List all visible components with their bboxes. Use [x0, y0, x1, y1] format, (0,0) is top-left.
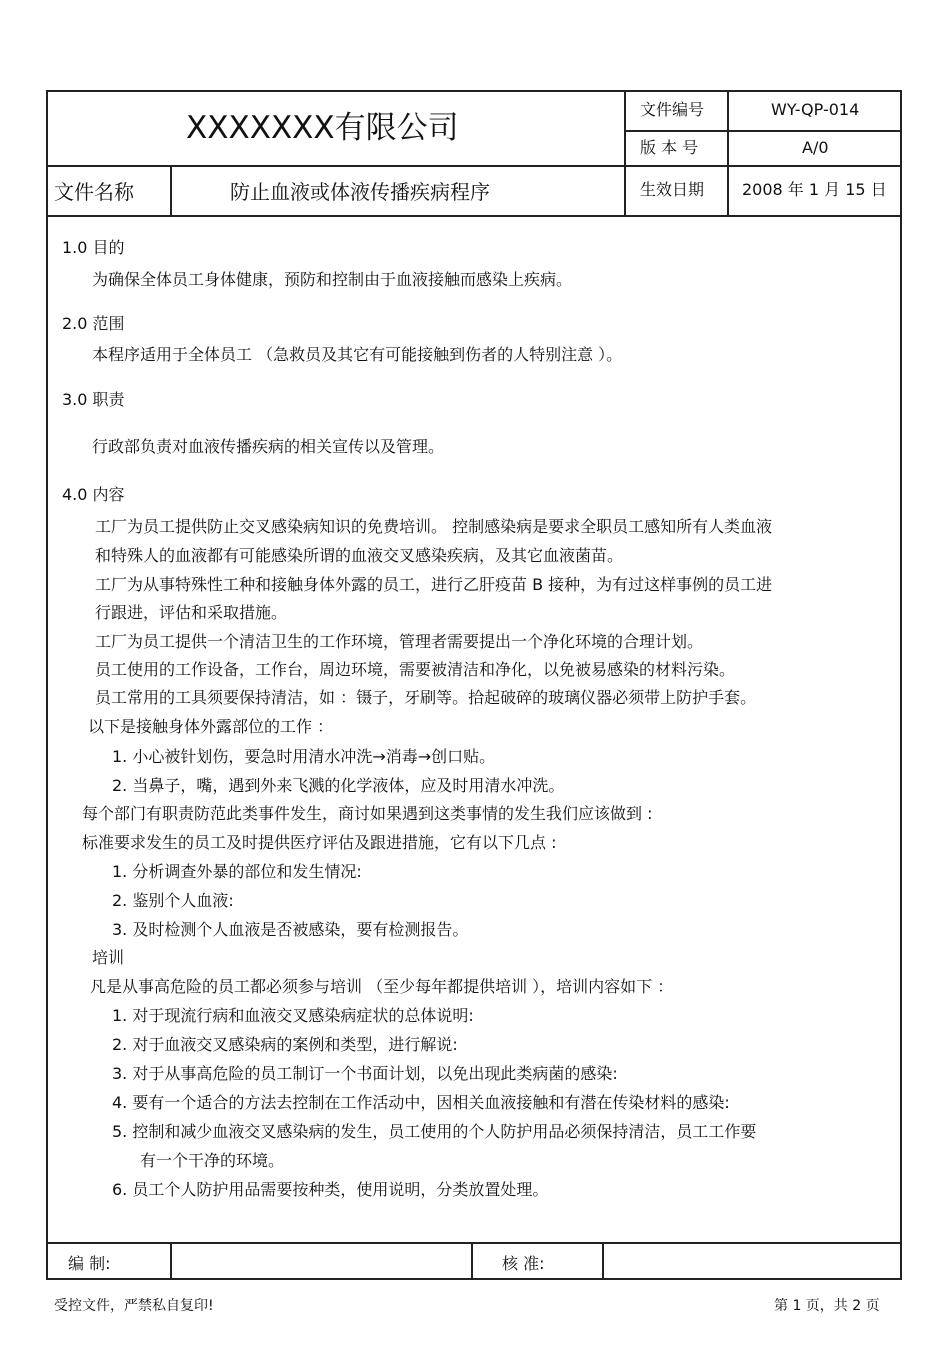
section-4-heading: 4.0 内容: [62, 485, 125, 504]
approved-by-label: 核 准:: [502, 1254, 545, 1273]
training-heading: 培训: [92, 948, 125, 967]
list-item: 5. 控制和减少血液交叉感染病的发生，员工使用的个人防护用品必须保持清洁，员工工作要: [112, 1122, 757, 1141]
list-item: 2. 当鼻子，嘴，遇到外来飞溅的化学液体，应及时用清水冲洗。: [112, 776, 565, 795]
content-paragraph-7: 每个部门有职责防范此类事件发生，商讨如果遇到这类事情的发生我们应该做到 :: [82, 804, 653, 823]
header-divider-2: [46, 165, 902, 167]
list-item: 4. 要有一个适合的方法去控制在工作活动中，因相关血液接触和有潜在传染材料的感染:: [112, 1093, 730, 1112]
content-paragraph-4: 员工使用的工作设备，工作台，周边环境，需要被清洁和净化，以免被易感染的材料污染。: [95, 660, 736, 679]
training-text: 凡是从事高危险的员工都必须参与培训 （至少每年都提供培训 ），培训内容如下 ：: [90, 977, 674, 996]
file-name-value: 防止血液或体液传播疾病程序: [230, 180, 490, 204]
header-divider-3: [46, 215, 902, 217]
footer-page-number: 第 1 页，共 2 页: [774, 1298, 880, 1314]
version-value: A/0: [802, 138, 829, 157]
section-3-heading: 3.0 职责: [62, 390, 125, 409]
file-name-label: 文件名称: [54, 180, 134, 204]
effective-date-label: 生效日期: [640, 180, 705, 199]
list-item: 1. 对于现流行病和血液交叉感染病症状的总体说明:: [112, 1006, 474, 1025]
content-paragraph-2-line-1: 工厂为从事特殊性工种和接触身体外露的员工，进行乙肝疫苗 B 接种，为有过这样事例的员工进: [95, 575, 773, 594]
signoff-vline-1: [170, 1242, 172, 1280]
company-name: XXXXXXX有限公司: [186, 110, 459, 146]
content-paragraph-3: 工厂为员工提供一个清洁卫生的工作环境，管理者需要提出一个净化环境的合理计划。: [95, 632, 704, 651]
doc-number-value: WY-QP-014: [771, 100, 860, 119]
version-label: 版 本 号: [640, 138, 699, 157]
prepared-by-label: 编 制:: [68, 1254, 111, 1273]
header-vline-3: [170, 165, 172, 217]
approved-by-field[interactable]: [608, 1254, 898, 1274]
effective-date-value: 2008 年 1 月 15 日: [742, 180, 887, 199]
content-paragraph-1-line-2: 和特殊人的血液都有可能感染所谓的血液交叉感染疾病，及其它血液菌苗。: [95, 546, 624, 565]
footer-controlled-notice: 受控文件，严禁私自复印!: [54, 1298, 214, 1314]
section-3-text: 行政部负责对血液传播疾病的相关宣传以及管理。: [92, 437, 445, 456]
header-vline-1: [624, 90, 626, 217]
list-item: 1. 分析调查外暴的部位和发生情况:: [112, 862, 362, 881]
prepared-by-field[interactable]: [176, 1254, 466, 1274]
list-item: 1. 小心被针划伤，要急时用清水冲洗→消毒→创口贴。: [112, 747, 496, 766]
list-item: 2. 对于血液交叉感染病的案例和类型，进行解说:: [112, 1035, 458, 1054]
list-item: 3. 及时检测个人血液是否被感染，要有检测报告。: [112, 920, 469, 939]
doc-number-label: 文件编号: [640, 100, 705, 119]
content-paragraph-1-line-1: 工厂为员工提供防止交叉感染病知识的免费培训。 控制感染病是要求全职员工感知所有人类血液: [95, 517, 773, 536]
list-item: 2. 鉴别个人血液:: [112, 891, 234, 910]
section-1-text: 为确保全体员工身体健康，预防和控制由于血液接触而感染上疾病。: [92, 270, 573, 289]
section-1-heading: 1.0 目的: [62, 238, 125, 257]
section-2-text: 本程序适用于全体员工 （急救员及其它有可能接触到伤者的人特别注意 ）。: [92, 345, 623, 364]
signoff-vline-2: [471, 1242, 473, 1280]
content-paragraph-2-line-2: 行跟进，评估和采取措施。: [95, 603, 288, 622]
signoff-divider: [46, 1242, 902, 1244]
list-item-continuation: 有一个干净的环境。: [140, 1151, 285, 1170]
content-paragraph-6: 以下是接触身体外露部位的工作 ：: [88, 717, 334, 736]
header-divider-1: [624, 130, 902, 132]
section-2-heading: 2.0 范围: [62, 314, 125, 333]
content-paragraph-8: 标准要求发生的员工及时提供医疗评估及跟进措施，它有以下几点 :: [82, 833, 557, 852]
list-item: 3. 对于从事高危险的员工制订一个书面计划，以免出现此类病菌的感染:: [112, 1064, 618, 1083]
signoff-vline-3: [602, 1242, 604, 1280]
header-vline-2: [727, 90, 729, 217]
list-item: 6. 员工个人防护用品需要按种类，使用说明，分类放置处理。: [112, 1180, 549, 1199]
content-paragraph-5: 员工常用的工具须要保持清洁，如 ：镊子，牙刷等。拾起破碎的玻璃仪器必须带上防护手套。: [95, 688, 757, 707]
